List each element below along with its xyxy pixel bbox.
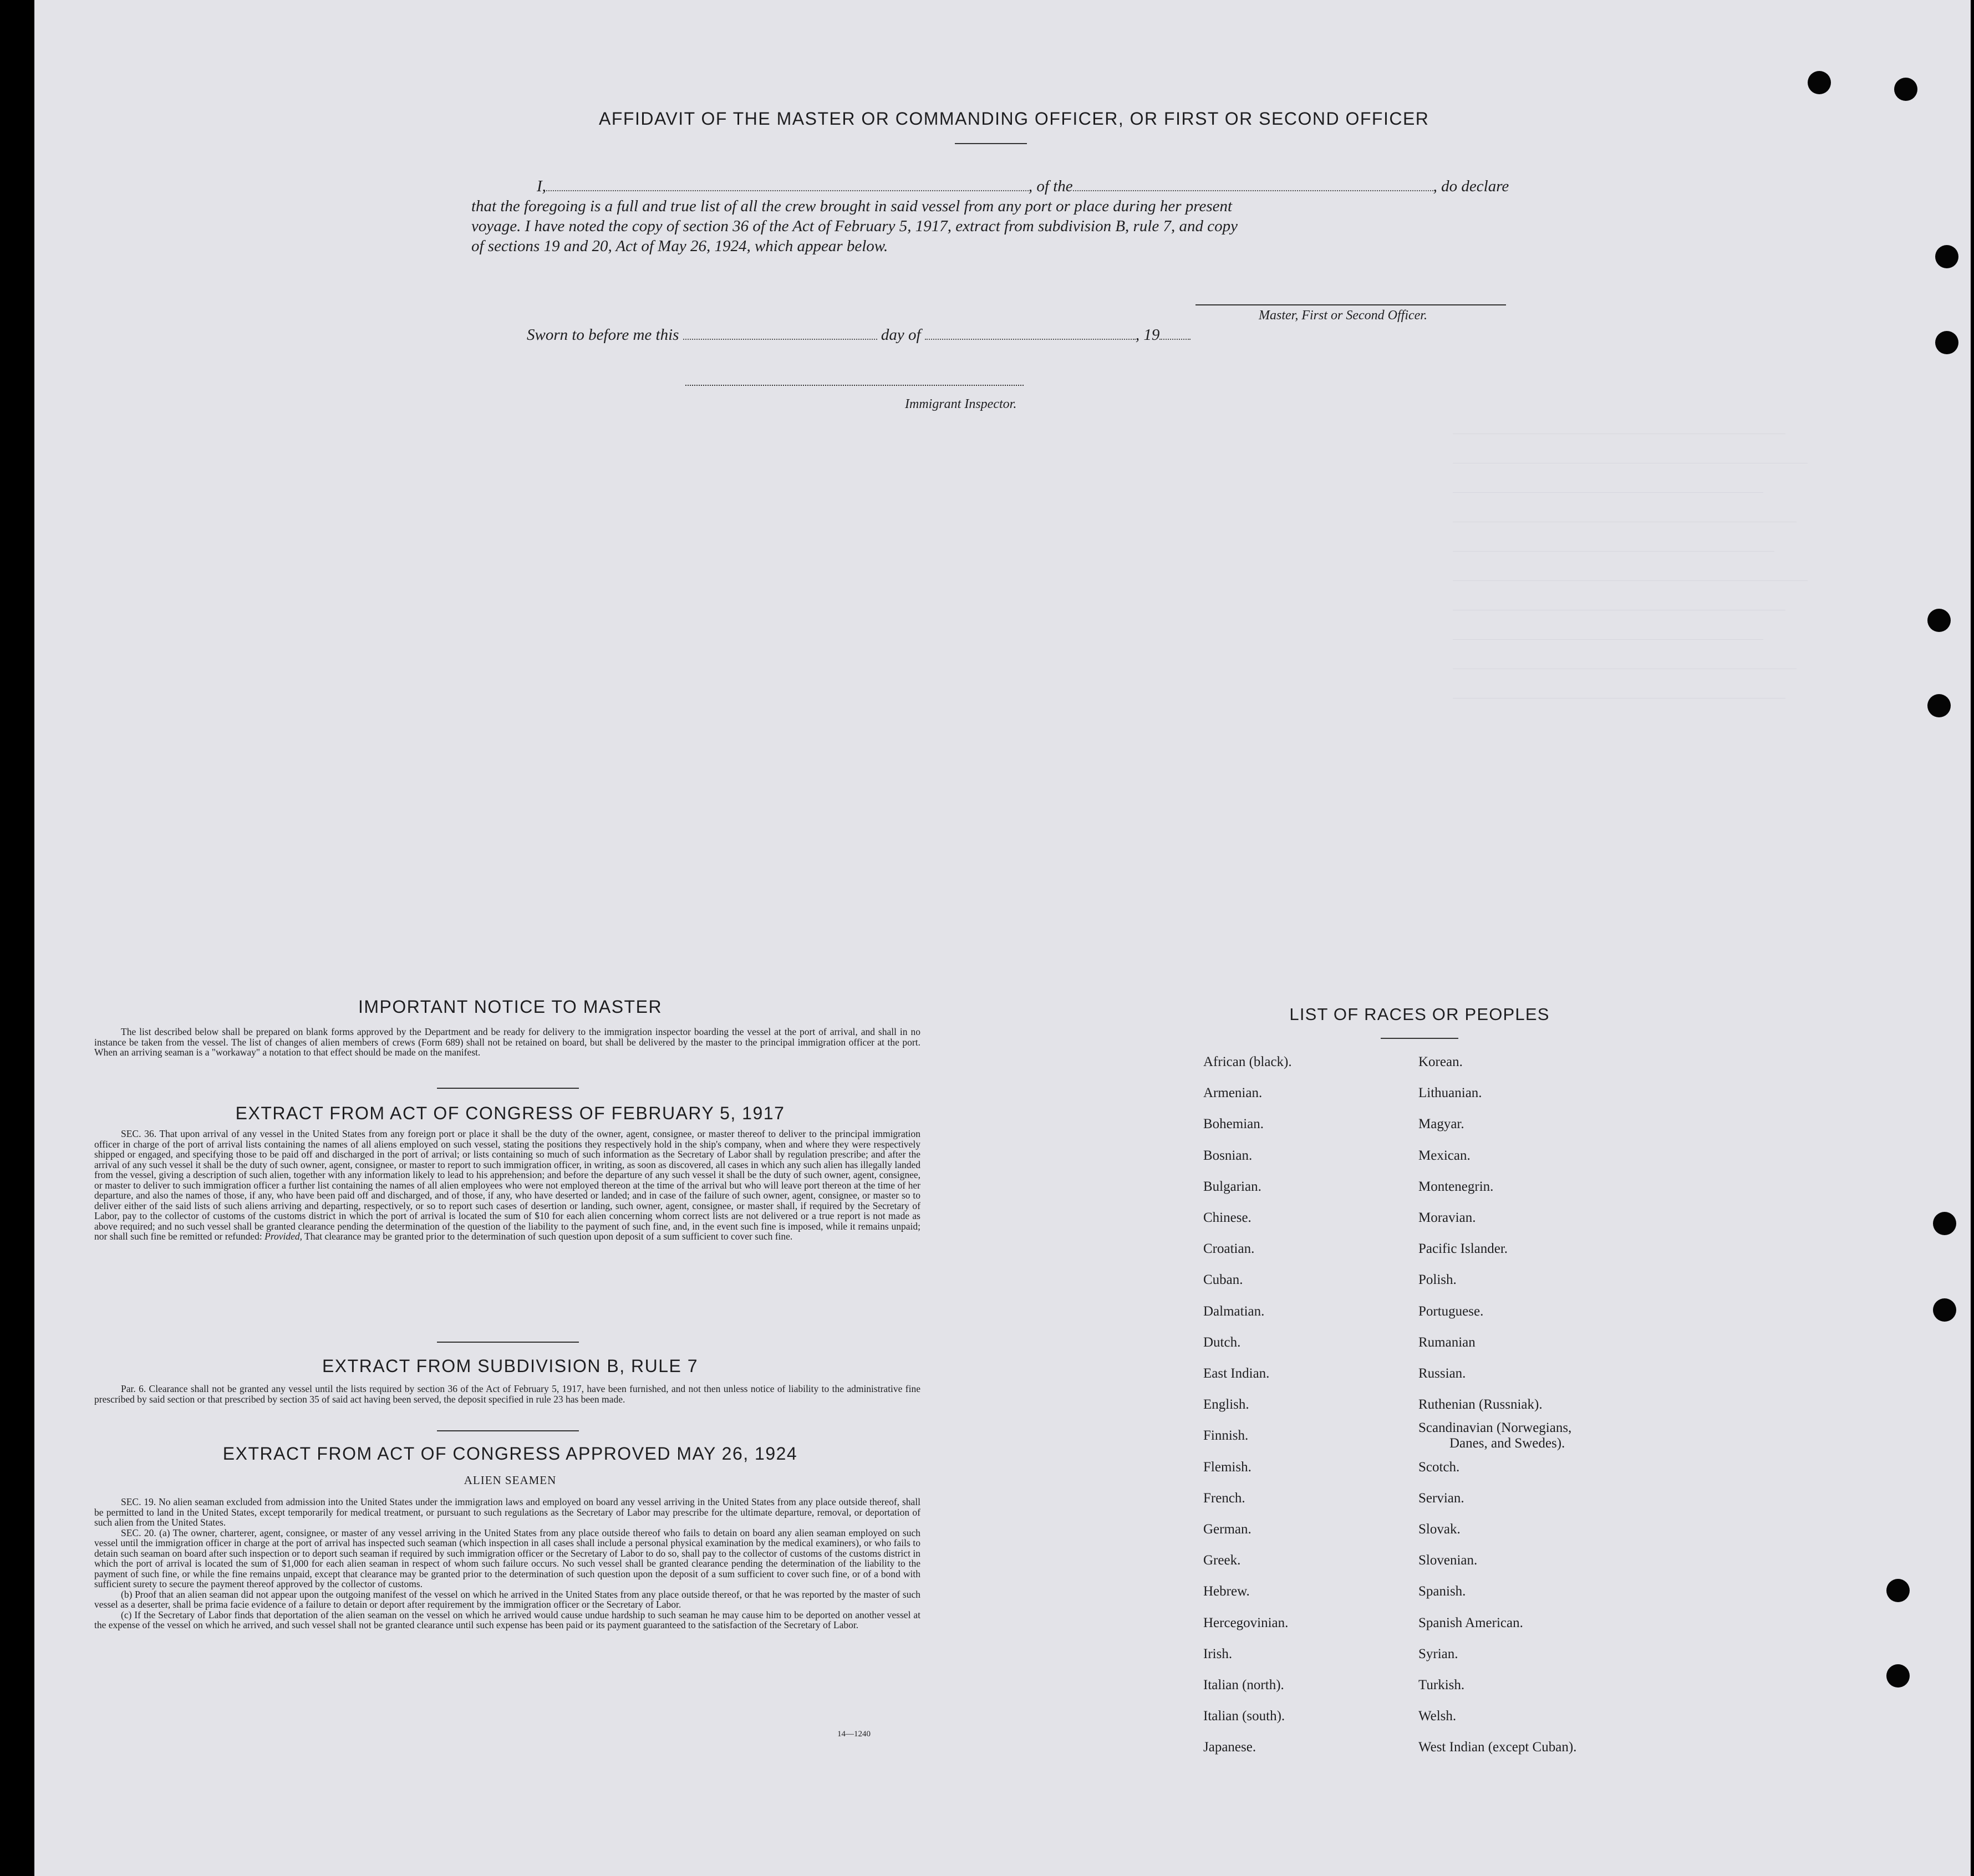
race-left-item: East Indian. [1203,1366,1270,1381]
punch-hole [1935,331,1958,354]
race-left-item: Italian (south). [1203,1709,1285,1724]
race-left-item: African (black). [1203,1054,1292,1069]
race-left-item: Cuban. [1203,1272,1243,1288]
race-left-item: Hebrew. [1203,1584,1250,1599]
race-right-item: Servian. [1418,1490,1464,1506]
race-left-item: Armenian. [1203,1085,1263,1101]
race-left-item: German. [1203,1522,1251,1537]
punch-hole [1933,1212,1956,1235]
sworn-year-field[interactable] [1159,339,1190,340]
race-right-item: Pacific Islander. [1418,1241,1508,1257]
notice-divider [437,1088,579,1089]
race-right-item-continuation: Danes, and Swedes). [1449,1436,1565,1451]
form-number: 14—1240 [837,1730,871,1739]
race-right-item: Scotch. [1418,1459,1460,1475]
master-signature-label: Master, First or Second Officer. [1259,308,1427,323]
races-title: LIST OF RACES OR PEOPLES [1289,1005,1550,1024]
sworn-year-label: , 19 [1135,326,1160,344]
race-right-item: Montenegrin. [1418,1179,1494,1194]
declarant-name-field[interactable] [546,190,1029,191]
race-left-item: Italian (north). [1203,1678,1284,1693]
declaration-line-2: that the foregoing is a full and true list of all the crew brought in said vessel from any port or place during her present [471,197,1233,215]
sec20b-text: (b) Proof that an alien seaman did not appear upon the outgoing manifest of the vessel on which he arrived in the United States from any place outside thereof, or that he was reported by the master of such vessel as a deserter, shall be prima facie evidence of a failure to detain or deport after requirement by the immigration officer or the Secretary of Labor. [94,1588,920,1610]
sworn-month-field[interactable] [925,339,1136,340]
race-right-item: Russian. [1418,1366,1466,1381]
race-left-item: Flemish. [1203,1459,1251,1475]
race-left-item: Dalmatian. [1203,1303,1265,1319]
punch-hole [1886,1664,1910,1688]
race-left-item: Finnish. [1203,1428,1249,1444]
declaration-line-3: voyage. I have noted the copy of section 36 of the Act of February 5, 1917, extract from subdivision B, rule 7, and copy [471,217,1238,235]
race-left-item: French. [1203,1490,1245,1506]
race-left-item: Bohemian. [1203,1117,1264,1132]
extract-1917-body-end: That clearance may be granted prior to the determination of such question upon deposit of a sum sufficient to cover such fine. [302,1231,793,1242]
notice-title: IMPORTANT NOTICE TO MASTER [358,997,663,1017]
race-right-item: Syrian. [1418,1646,1458,1661]
extract-1917-body-main: SEC. 36. That upon arrival of any vessel in the United States from any foreign port or place it shall be the duty of the owner, agent, consignee, or master thereof to deliver to the principal immigration officer in charge of the port of arrival lists containing the names of all aliens employed on such vessel, stating the positions they respectively hold in the ship's company, when and where they were respectively shipped or engaged, and specifying those to be paid off and discharged in the port of arrival; or lists containing so much of such information as the Secretary of Labor shall by regulation prescribe; and after the arrival of any such vessel it shall be the duty of such owner, agent, consignee, or master to report to such immigration officer, in writing, as soon as discovered, all cases in which any such alien has illegally landed from the vessel, giving a description of such alien, together with any information likely to lead to his apprehension; and before the departure of any such vessel it shall be the duty of such owner, agent, consignee, or master to deliver to such immigration officer a further list containing the names of all alien employees who were not employed thereon at the time of the arrival but who will leave port thereon at the time of her departure, and also the names of those, if any, who have been paid off and discharged, and of those, if any, who have deserted or landed; and in case of the failure of such owner, agent, consignee, or master so to deliver either of the said lists of such aliens arriving and departing, respectively, or so to report such cases of desertion or landing, such owner, agent, consignee, or master shall, if required by the Secretary of Labor, pay to the collector of customs of the customs district in which the port of arrival is located the sum of $10 for each alien concerning whom correct lists are not delivered or a true report is not made as above required; and no such vessel shall be granted clearance pending the determination of the question of the liability to the payment of such fine, and, in the event such fine is imposed, while it remains unpaid; nor shall such fine be remitted or refunded: [94,1128,920,1242]
race-right-item: Moravian. [1418,1210,1476,1225]
sworn-prefix: Sworn to before me this [527,326,679,344]
race-right-item: Scandinavian (Norwegians, [1418,1420,1572,1436]
race-left-item: Croatian. [1203,1241,1255,1257]
punch-hole [1808,71,1831,94]
of-the-label: , of the [1028,177,1073,195]
vessel-name-field[interactable] [1073,190,1433,191]
bleed-through-marks [1453,405,1841,1003]
race-right-item: Ruthenian (Russniak). [1418,1397,1543,1413]
race-left-item: Bulgarian. [1203,1179,1261,1194]
race-right-item: West Indian (except Cuban). [1418,1740,1577,1755]
extract-1917-body [94,1129,920,1242]
extract-1917-provided: Provided, [264,1231,302,1242]
race-left-item: Chinese. [1203,1210,1251,1225]
race-right-item: Turkish. [1418,1678,1465,1693]
rule7-divider [437,1430,579,1431]
race-left-item: Hercegovinian. [1203,1615,1289,1630]
punch-hole [1933,1298,1956,1322]
extract-1917-title: EXTRACT FROM ACT OF CONGRESS OF FEBRUARY 5, 1917 [235,1103,785,1123]
extract-1917-divider [437,1342,579,1343]
race-left-item: Greek. [1203,1553,1241,1568]
inspector-signature-label: Immigrant Inspector. [905,397,1017,411]
rule7-title: EXTRACT FROM SUBDIVISION B, RULE 7 [322,1356,699,1376]
declarant-prefix: I, [537,177,546,195]
notice-body: The list described below shall be prepared on blank forms approved by the Department and be ready for delivery to the immigration inspector boarding the vessel at the port of arrival, and shall in no instance be taken from the vessel. The list of changes of alien members of crews (Form 689) shall not be retained on board, but shall be delivered by the master to the principal immigration officer at the port. When an arriving seaman is a "workaway" a notation to that effect should be made on the manifest. [94,1026,920,1058]
do-declare-label: , do declare [1433,177,1509,195]
punch-hole [1935,245,1958,268]
race-right-item: Korean. [1418,1054,1463,1069]
rule7-body: Par. 6. Clearance shall not be granted any vessel until the lists required by section 36 of the Act of February 5, 1917, have been furnished, and not then unless notice of liability to the administrative fine prescribed by said section or that prescribed by section 35 of said act having been served, the deposit specified in rule 23 has been made. [94,1383,920,1405]
sworn-line [527,326,1190,344]
race-right-item: Magyar. [1418,1117,1464,1132]
race-right-item: Spanish American. [1418,1615,1523,1630]
race-left-item: English. [1203,1397,1249,1413]
extract-1924-subtitle: ALIEN SEAMEN [464,1474,557,1487]
declaration-line-1 [471,176,1547,196]
sec20a-text: SEC. 20. (a) The owner, charterer, agent, consignee, or master of any vessel arriving in the United States from any place outside thereof who fails to detain on board any alien seaman employed on such vessel until the immigration officer in charge at the port of arrival has inspected such seaman (which inspection in all cases shall include a personal physical examination by the medical examiners), or who fails to detain such seaman on board after such inspection or to deport such seaman if required by such immigration officer or the Secretary of Labor to do so, shall pay to the collector of customs of the customs district in which the port of arrival is located the sum of $1,000 for each alien seaman in respect of whom such failure occurs. No such vessel shall be granted clearance pending the determination of the liability to the payment of such fine, or while the fine remains unpaid, except that clearance may be granted prior to the determination of such question upon the deposit of a sum sufficient to cover such fine, or of a bond with sufficient surety to secure the payment thereof approved by the collector of customs. [94,1527,920,1589]
sworn-day-of: day of [881,326,921,344]
race-right-item: Polish. [1418,1272,1457,1288]
race-right-item: Portuguese. [1418,1303,1484,1319]
punch-hole [1927,609,1951,632]
sec19-text: SEC. 19. No alien seaman excluded from admission into the United States under the immigration laws and employed on board any vessel arriving in the United States from any place outside thereof, shall be permitted to land in the United States, except temporarily for medical treatment, or pursuant to such regulations as the Secretary of Labor may prescribe for the ultimate departure, removal, or deportation of such alien from the United States. [94,1496,920,1528]
races-divider [1381,1038,1458,1039]
race-right-item: Mexican. [1418,1148,1471,1163]
race-left-item: Irish. [1203,1646,1233,1661]
punch-hole [1894,78,1917,101]
race-right-item: Rumanian [1418,1334,1476,1350]
inspector-signature-line[interactable] [685,385,1024,386]
title-divider [955,143,1027,144]
race-right-item: Lithuanian. [1418,1085,1482,1101]
affidavit-title: AFFIDAVIT OF THE MASTER OR COMMANDING OFFICER, OR FIRST OR SECOND OFFICER [599,109,1429,129]
race-left-item: Japanese. [1203,1740,1256,1755]
race-left-item: Dutch. [1203,1334,1241,1350]
sworn-day-field[interactable] [683,339,877,340]
race-right-item: Slovak. [1418,1522,1461,1537]
race-right-item: Spanish. [1418,1584,1466,1599]
declaration-line-4: of sections 19 and 20, Act of May 26, 1924, which appear below. [471,237,888,255]
affidavit-declaration [471,176,1547,256]
sec20c-text: (c) If the Secretary of Labor finds that deportation of the alien seaman on the vessel on which he arrived would cause undue hardship to such seaman he may cause him to be deported on another vessel at the expense of the vessel on which he arrived, and such vessel shall not be granted clearance until such expense has been paid or its payment guaranteed to the satisfaction of the Secretary of Labor. [94,1609,920,1630]
punch-hole [1927,694,1951,717]
race-right-item: Slovenian. [1418,1553,1478,1568]
extract-1924-title: EXTRACT FROM ACT OF CONGRESS APPROVED MAY 26, 1924 [222,1444,798,1464]
race-right-item: Welsh. [1418,1709,1457,1724]
punch-hole [1886,1579,1910,1602]
master-signature-line[interactable] [1195,304,1506,305]
race-left-item: Bosnian. [1203,1148,1253,1163]
extract-1924-body [94,1497,920,1630]
